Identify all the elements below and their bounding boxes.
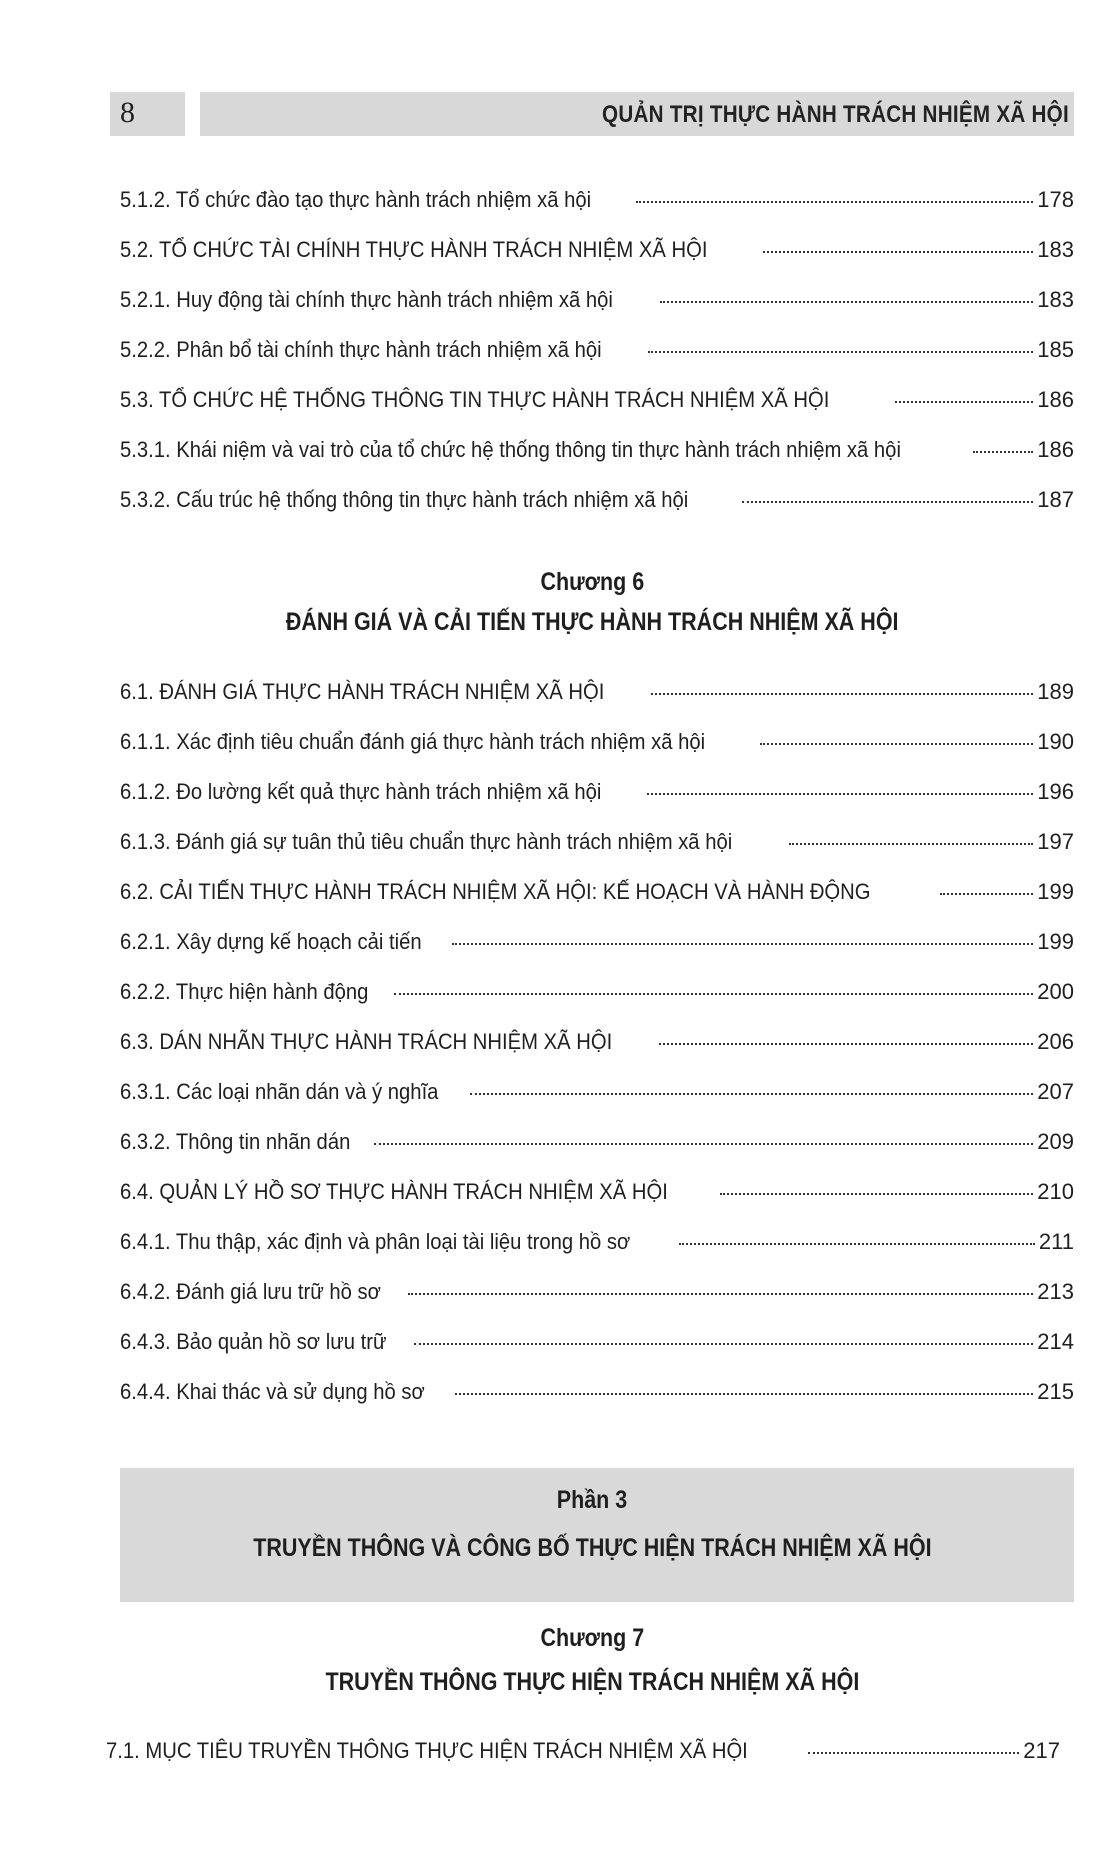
toc-entry-page: 183 <box>1037 287 1074 312</box>
toc-entry[interactable] <box>120 332 1074 368</box>
dot-leader <box>651 693 1034 695</box>
dot-leader <box>720 1193 1034 1195</box>
toc-entry-label: 6.1. ĐÁNH GIÁ THỰC HÀNH TRÁCH NHIỆM XÃ HỘI <box>120 679 605 704</box>
toc-entry-label: 6.4. QUẢN LÝ HỒ SƠ THỰC HÀNH TRÁCH NHIỆM XÃ HỘI <box>120 1179 668 1204</box>
toc-entry[interactable] <box>120 282 1074 318</box>
toc-entry-label: 7.1. MỤC TIÊU TRUYỀN THÔNG THỰC HIỆN TRÁCH NHIỆM XÃ HỘI <box>106 1738 748 1763</box>
toc-entry-page: 187 <box>1037 487 1074 512</box>
toc-entry-page: 206 <box>1037 1029 1074 1054</box>
dot-leader <box>408 1293 1034 1295</box>
toc-entry-page: 211 <box>1038 1229 1074 1254</box>
toc-entry-page: 197 <box>1037 829 1074 854</box>
toc-entry-label: 5.2.1. Huy động tài chính thực hành trách nhiệm xã hội <box>120 287 613 312</box>
dot-leader <box>742 501 1034 503</box>
toc-entry[interactable] <box>120 974 1074 1010</box>
toc-entry-page: 185 <box>1037 337 1074 362</box>
toc-entry-page: 183 <box>1037 237 1074 262</box>
toc-entry-label: 5.3. TỔ CHỨC HỆ THỐNG THÔNG TIN THỰC HÀNH TRÁCH NHIỆM XÃ HỘI <box>120 387 830 412</box>
dot-leader <box>647 793 1033 795</box>
dot-leader <box>895 401 1033 403</box>
dot-leader <box>763 251 1034 253</box>
toc-entry-page: 190 <box>1037 729 1074 754</box>
dot-leader <box>659 1043 1033 1045</box>
dot-leader <box>636 201 1033 203</box>
toc-entry-page: 196 <box>1037 779 1074 804</box>
chapter-title: ĐÁNH GIÁ VÀ CẢI TIẾN THỰC HÀNH TRÁCH NHIỆM XÃ HỘI <box>285 608 899 636</box>
toc-entry-page: 186 <box>1037 387 1074 412</box>
toc-entry[interactable] <box>120 724 1074 760</box>
toc-entry-page: 213 <box>1037 1279 1074 1304</box>
dot-leader <box>455 1393 1033 1395</box>
toc-entry-label: 6.4.2. Đánh giá lưu trữ hồ sơ <box>120 1279 381 1304</box>
part-label: Phần 3 <box>556 1486 628 1514</box>
dot-leader <box>789 843 1033 845</box>
toc-entry-label: 6.2.1. Xây dựng kế hoạch cải tiến <box>120 929 422 954</box>
toc-entry[interactable] <box>120 874 1074 910</box>
dot-leader <box>808 1752 1020 1754</box>
toc-entry[interactable] <box>120 1374 1074 1410</box>
toc-entry-page: 199 <box>1037 879 1074 904</box>
toc-entry-label: 5.2.2. Phân bổ tài chính thực hành trách nhiệm xã hội <box>120 337 602 362</box>
toc-entry-label: 6.4.4. Khai thác và sử dụng hồ sơ <box>120 1379 425 1404</box>
toc-entry-page: 199 <box>1037 929 1074 954</box>
chapter-label: Chương 6 <box>540 568 644 596</box>
toc-entry[interactable] <box>120 1174 1074 1210</box>
toc-entry[interactable] <box>120 482 1074 518</box>
toc-entry-label: 6.2.2. Thực hiện hành động <box>120 979 369 1004</box>
toc-entry-label: 6.3.2. Thông tin nhãn dán <box>120 1129 351 1154</box>
toc-entry[interactable] <box>120 182 1074 218</box>
page-number: 8 <box>120 96 135 129</box>
toc-entry-page: 215 <box>1037 1379 1074 1404</box>
toc-entry-page: 207 <box>1037 1079 1074 1104</box>
dot-leader <box>452 943 1033 945</box>
part-title: TRUYỀN THÔNG VÀ CÔNG BỐ THỰC HIỆN TRÁCH NHIỆM XÃ HỘI <box>252 1534 932 1562</box>
toc-entry-page: 189 <box>1037 679 1074 704</box>
dot-leader <box>660 301 1034 303</box>
dot-leader <box>648 351 1034 353</box>
toc-entry-label: 6.4.1. Thu thập, xác định và phân loại tài liệu trong hồ sơ <box>120 1229 631 1254</box>
toc-entry-label: 6.3. DÁN NHÃN THỰC HÀNH TRÁCH NHIỆM XÃ HỘI <box>120 1029 613 1054</box>
toc-entry[interactable] <box>120 1074 1074 1110</box>
toc-entry-page: 209 <box>1037 1129 1074 1154</box>
toc-entry-page: 178 <box>1037 187 1074 212</box>
toc-entry-page: 210 <box>1037 1179 1074 1204</box>
toc-entry-label: 6.1.1. Xác định tiêu chuẩn đánh giá thực hành trách nhiệm xã hội <box>120 729 706 754</box>
dot-leader <box>414 1343 1034 1345</box>
toc-entry-label: 6.1.2. Đo lường kết quả thực hành trách nhiệm xã hội <box>120 779 602 804</box>
toc-entry-label: 5.1.2. Tổ chức đào tạo thực hành trách nhiệm xã hội <box>120 187 592 212</box>
toc-entry[interactable] <box>120 1224 1074 1260</box>
toc-entry[interactable] <box>120 1124 1074 1160</box>
toc-entry[interactable] <box>120 824 1074 860</box>
toc-entry[interactable] <box>120 432 1074 468</box>
toc-entry[interactable] <box>120 232 1074 268</box>
toc-entry-page: 217 <box>1023 1738 1060 1763</box>
toc-entry[interactable] <box>120 774 1074 810</box>
dot-leader <box>679 1243 1035 1245</box>
dot-leader <box>394 993 1033 995</box>
chapter-title: TRUYỀN THÔNG THỰC HIỆN TRÁCH NHIỆM XÃ HỘI <box>325 1668 859 1696</box>
toc-entry[interactable] <box>120 924 1074 960</box>
toc-entry-label: 5.2. TỔ CHỨC TÀI CHÍNH THỰC HÀNH TRÁCH NHIỆM XÃ HỘI <box>120 237 708 262</box>
toc-entry-label: 6.2. CẢI TIẾN THỰC HÀNH TRÁCH NHIỆM XÃ HỘI: KẾ HOẠCH VÀ HÀNH ĐỘNG <box>120 879 871 904</box>
dot-leader <box>470 1093 1033 1095</box>
toc-entry[interactable] <box>120 674 1074 710</box>
toc-entry-label: 6.4.3. Bảo quản hồ sơ lưu trữ <box>120 1329 387 1354</box>
toc-entry[interactable] <box>120 1024 1074 1060</box>
chapter-label: Chương 7 <box>540 1624 644 1652</box>
toc-entry-label: 6.3.1. Các loại nhãn dán và ý nghĩa <box>120 1079 439 1104</box>
toc-entry[interactable] <box>106 1733 1060 1769</box>
toc-entry[interactable] <box>120 1274 1074 1310</box>
dot-leader <box>973 451 1033 453</box>
dot-leader <box>760 743 1033 745</box>
toc-entry-label: 5.3.2. Cấu trúc hệ thống thông tin thực hành trách nhiệm xã hội <box>120 487 689 512</box>
dot-leader <box>374 1143 1033 1145</box>
toc-entry-label: 5.3.1. Khái niệm và vai trò của tổ chức hệ thống thông tin thực hành trách nhiệm xã hội <box>120 437 901 462</box>
toc-entry-label: 6.1.3. Đánh giá sự tuân thủ tiêu chuẩn thực hành trách nhiệm xã hội <box>120 829 733 854</box>
toc-entry[interactable] <box>120 382 1074 418</box>
running-title: QUẢN TRỊ THỰC HÀNH TRÁCH NHIỆM XÃ HỘI <box>602 101 1069 128</box>
toc-entry-page: 200 <box>1037 979 1074 1004</box>
dot-leader <box>940 893 1033 895</box>
toc-entry-page: 186 <box>1037 437 1074 462</box>
toc-entry[interactable] <box>120 1324 1074 1360</box>
toc-entry-page: 214 <box>1037 1329 1074 1354</box>
